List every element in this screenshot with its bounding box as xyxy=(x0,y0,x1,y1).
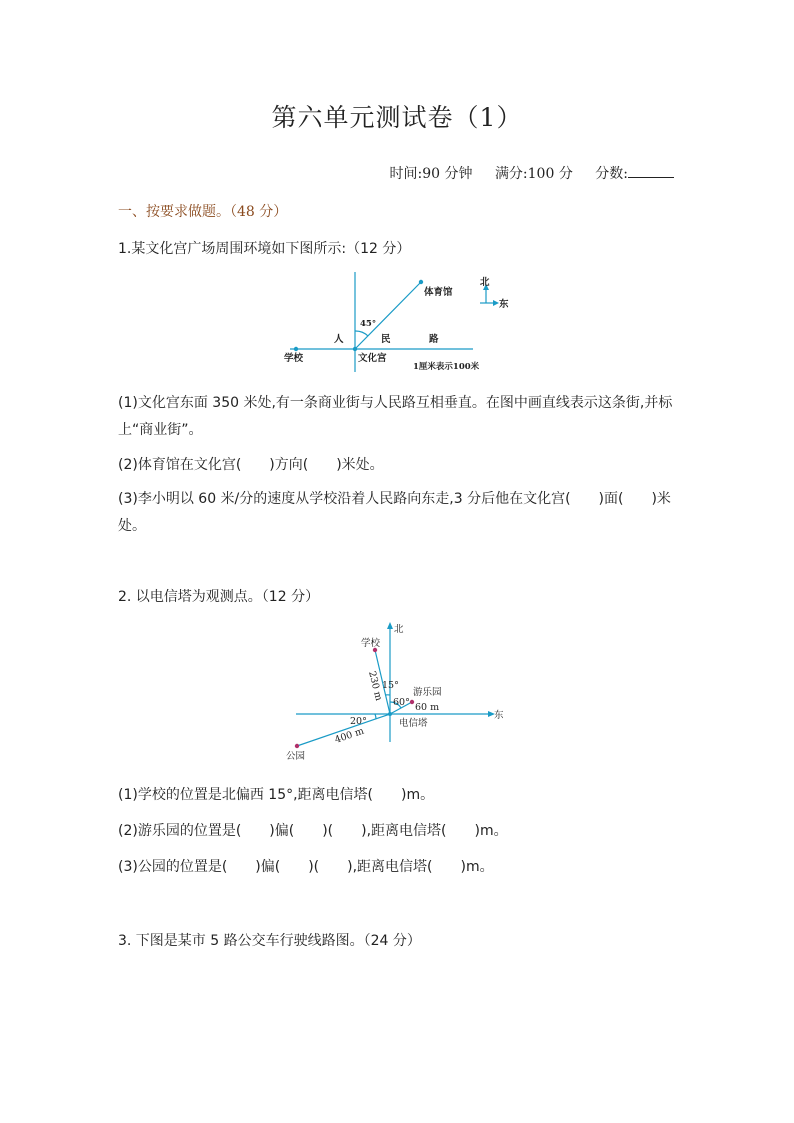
east-label: 东 xyxy=(499,299,509,310)
score-label: 分数: xyxy=(595,166,628,182)
road-char-lu: 路 xyxy=(429,334,439,345)
question-2-part-1: (1)学校的位置是北偏西 15°,距离电信塔( )m。 xyxy=(118,787,435,803)
angle20-arc xyxy=(375,714,376,719)
garden-label: 公园 xyxy=(286,751,306,762)
full-score-label: 满分:100 分 xyxy=(494,166,573,182)
north-label-2: 北 xyxy=(394,624,404,635)
east-label-2: 东 xyxy=(494,710,504,721)
garden-distance-label: 400 m xyxy=(333,725,366,746)
school-distance-label: 230 m xyxy=(366,670,385,703)
palace-label: 文化宫 xyxy=(358,353,387,364)
section-heading: 一、按要求做题。（48 分） xyxy=(118,204,288,220)
north-label: 北 xyxy=(480,277,490,288)
question-2-part-3: (3)公园的位置是( )偏( )( ),距离电信塔( )m。 xyxy=(118,859,494,875)
gym-label: 体育馆 xyxy=(424,287,453,298)
angle20-label: 20° xyxy=(350,716,367,727)
time-label: 时间:90 分钟 xyxy=(389,166,473,182)
page-title: 第六单元测试卷（1） xyxy=(271,103,523,132)
question-1-part-3: (3)李小明以 60 米/分的速度从学校沿着人民路向东走,3 分后他在文化宫( )面( )米处。 xyxy=(118,491,671,534)
tower-label: 电信塔 xyxy=(399,718,428,729)
garden-point xyxy=(295,744,299,748)
angle60-label: 60° xyxy=(393,697,410,708)
question-3-stem: 3. 下图是某市 5 路公交车行驶线路图。（24 分） xyxy=(118,933,421,949)
tower-point xyxy=(388,712,392,716)
park-point xyxy=(410,700,414,704)
scale-label: 1厘米表示100米 xyxy=(413,362,480,372)
question-1-part-1: (1)文化宫东面 350 米处,有一条商业街与人民路互相垂直。在图中画直线表示这条街,并标上“商业街”。 xyxy=(118,395,673,438)
question-1-stem: 1.某文化宫广场周围环境如下图所示:（12 分） xyxy=(118,241,411,257)
road-char-min: 民 xyxy=(381,334,391,345)
park-label: 游乐园 xyxy=(413,687,442,698)
school-label: 学校 xyxy=(284,353,304,364)
north-arrowhead-2 xyxy=(387,622,393,629)
question-2-part-2: (2)游乐园的位置是( )偏( )( ),距离电信塔( )m。 xyxy=(118,823,508,839)
angle15-label: 15° xyxy=(382,680,399,691)
angle-label: 45° xyxy=(360,319,377,329)
road-char-ren: 人 xyxy=(334,334,344,345)
park-distance-label: 60 m xyxy=(415,702,440,713)
question-2-stem: 2. 以电信塔为观测点。（12 分） xyxy=(118,589,320,605)
question-1-part-2: (2)体育馆在文化宫( )方向( )米处。 xyxy=(118,457,384,473)
school-label-2: 学校 xyxy=(361,638,381,649)
